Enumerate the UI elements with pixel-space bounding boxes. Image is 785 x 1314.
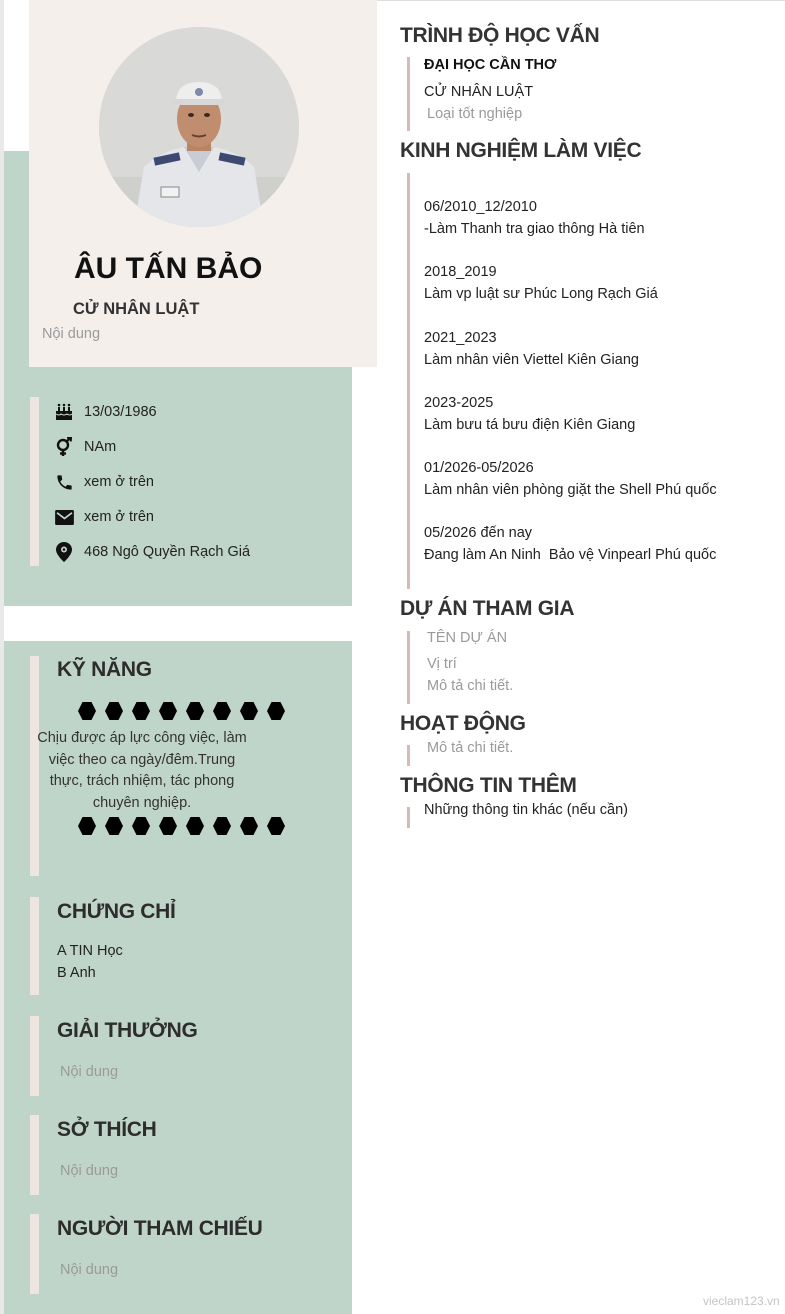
cake-icon [54,402,74,422]
rating-hexagon-icon [186,817,204,835]
page-left-edge [0,0,4,1314]
certificates-heading: CHỨNG CHỈ [57,900,176,923]
profile-summary: Nội dung [42,326,101,342]
skills-heading: KỸ NĂNG [57,658,152,681]
experience-period: 2021_2023 [424,330,497,346]
awards-heading: GIẢI THƯỞNG [57,1019,198,1042]
activities-accent-bar [407,745,410,766]
rating-hexagon-icon [78,817,96,835]
experience-period: 01/2026-05/2026 [424,460,534,476]
activities-desc: Mô tả chi tiết. [427,740,514,756]
rating-hexagon-icon [78,702,96,720]
experience-accent-bar [407,173,410,589]
certificate-item: B Anh [57,965,96,981]
skills-description [36,728,248,814]
rating-hexagon-icon [132,702,150,720]
rating-hexagon-icon [159,702,177,720]
experience-period: 06/2010_12/2010 [424,199,537,215]
skills-line: việc theo ca ngày/đêm.Trung [48,751,236,768]
full-name: ÂU TẤN BẢO [74,252,263,285]
projects-heading: DỰ ÁN THAM GIA [400,597,575,620]
experience-heading: KINH NGHIỆM LÀM VIỆC [400,139,642,162]
experience-desc: Làm nhân viên Viettel Kiên Giang [424,352,639,368]
experience-item [424,330,717,395]
certificates-accent-bar [30,897,39,995]
projects-accent-bar [407,631,410,704]
experience-period: 2023-2025 [424,395,494,411]
education-major: CỬ NHÂN LUẬT [424,84,534,100]
location-pin-icon [54,542,74,562]
project-role: Vị trí [427,656,457,672]
email-text: xem ở trên [84,509,154,525]
rating-hexagon-icon [159,817,177,835]
experience-item [424,264,717,330]
experience-desc: -Làm Thanh tra giao thông Hà tiên [424,221,645,237]
rating-hexagon-icon [186,702,204,720]
references-heading: NGƯỜI THAM CHIẾU [57,1217,263,1240]
additional-accent-bar [407,807,410,828]
experience-item [424,395,717,460]
rating-hexagon-icon [267,817,285,835]
skills-line: thực, trách nhiệm, tác phong [49,773,235,789]
skills-line: Chịu được áp lực công việc, làm [37,730,247,746]
job-title: CỬ NHÂN LUẬT [73,300,200,318]
mail-icon [54,507,74,527]
hobbies-content: Nội dung [60,1163,119,1179]
experience-list [424,199,717,569]
experience-period: 2018_2019 [424,264,497,280]
gender-icon [54,437,74,457]
skill-rating-bottom [78,817,294,835]
awards-content: Nội dung [60,1064,119,1080]
rating-hexagon-icon [240,817,258,835]
experience-item [424,525,717,569]
hobbies-accent-bar [30,1115,39,1195]
references-accent-bar [30,1214,39,1294]
additional-heading: THÔNG TIN THÊM [400,774,577,797]
phone-icon [54,472,74,492]
additional-content: Những thông tin khác (nếu cần) [424,802,628,818]
phone-text: xem ở trên [84,474,154,490]
experience-desc: Đang làm An Ninh Bảo vệ Vinpearl Phú quốc [424,547,717,563]
references-content: Nội dung [60,1262,119,1278]
hobbies-heading: SỞ THÍCH [57,1118,157,1141]
awards-accent-bar [30,1016,39,1096]
rating-hexagon-icon [213,817,231,835]
experience-desc: Làm vp luật sư Phúc Long Rạch Giá [424,286,658,302]
rating-hexagon-icon [240,702,258,720]
certificate-item: A TIN Học [57,943,123,959]
watermark: vieclam123.vn [703,1294,780,1308]
contact-accent-bar [30,397,39,566]
contact-phone-row [54,472,154,492]
education-heading: TRÌNH ĐỘ HỌC VẤN [400,24,600,47]
birthday-text: 13/03/1986 [84,404,157,420]
contact-gender-row [54,437,116,457]
experience-desc: Làm bưu tá bưu điện Kiên Giang [424,417,636,433]
project-desc: Mô tả chi tiết. [427,678,514,694]
rating-hexagon-icon [105,702,123,720]
rating-hexagon-icon [267,702,285,720]
education-grade: Loại tốt nghiệp [427,106,523,122]
contact-address-row [54,542,250,562]
experience-item [424,460,717,525]
rating-hexagon-icon [105,817,123,835]
contact-email-row [54,507,154,527]
gender-text: NAm [84,439,117,455]
education-school: ĐẠI HỌC CẦN THƠ [424,57,557,73]
rating-hexagon-icon [132,817,150,835]
project-name: TÊN DỰ ÁN [427,630,508,646]
contact-birthday-row [54,402,157,422]
avatar [99,27,299,227]
page-top-edge [377,0,785,1]
experience-desc: Làm nhân viên phòng giặt the Shell Phú quốc [424,482,717,498]
experience-item [424,199,717,264]
address-text: 468 Ngô Quyền Rạch Giá [84,544,251,560]
education-accent-bar [407,57,410,131]
skills-line: chuyên nghiệp. [92,794,192,811]
skill-rating-top [78,702,294,720]
experience-period: 05/2026 đến nay [424,525,533,541]
rating-hexagon-icon [213,702,231,720]
activities-heading: HOẠT ĐỘNG [400,712,526,735]
